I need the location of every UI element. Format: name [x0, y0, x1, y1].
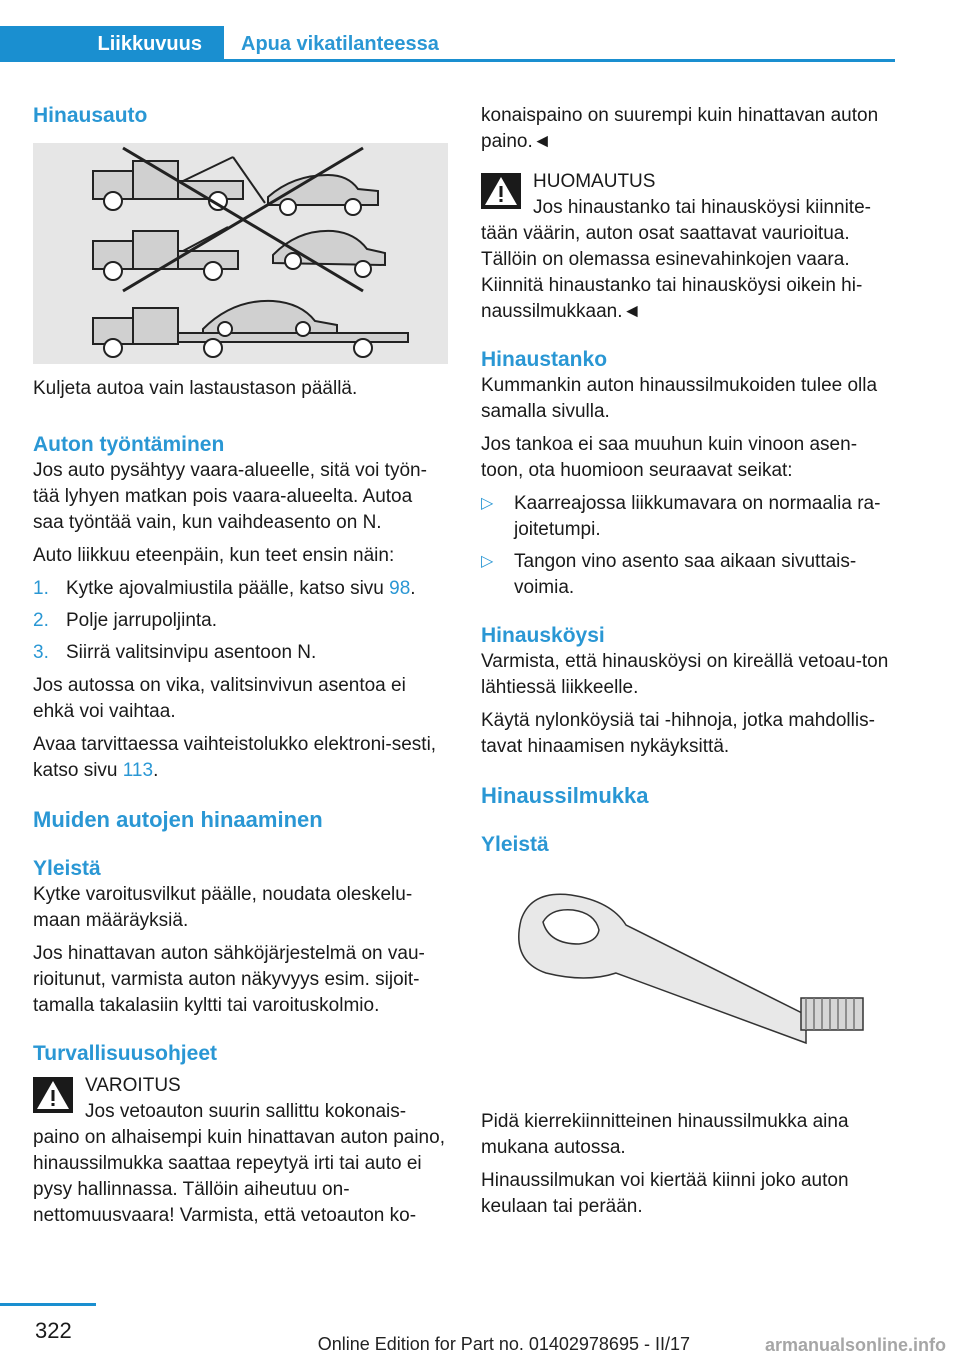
warning-title: VAROITUS [85, 1075, 181, 1096]
list-item [33, 608, 448, 634]
bullet-triangle-icon: ▷ [481, 495, 494, 512]
tow-truck-illustration [33, 143, 448, 364]
general-paragraph-2: Jos hinattavan auton sähköjärjestelmä on vau-rioitunut, varmista auton näkyvyys esim. sijoit-tamalla takalasiin kyltti tai varoituskolmio. [33, 943, 425, 1016]
step-text: Siirrä valitsinvipu asentoon N. [66, 642, 317, 663]
list-item [33, 640, 448, 666]
warning-text-first: Jos vetoauton suurin sallittu kokonais- [85, 1101, 407, 1122]
warning-triangle-icon [481, 173, 521, 209]
figure-caption: Kuljeta autoa vain lastaustason päällä. [33, 378, 358, 399]
step-number: 2. [33, 610, 49, 631]
step-number: 1. [33, 578, 49, 599]
notice-text: tään väärin, auton osat saattavat vaurioitua. Tällöin on olemassa esinevahinkojen vaara. Kiinnitä hinaustanko tai hinausköysi oikein hi-naussilmukkaan.◄ [481, 223, 863, 322]
watermark: armanualsonline.info [764, 1335, 946, 1355]
bullet-triangle-icon: ▷ [481, 553, 494, 570]
tow-bar-paragraph-1: Kummankin auton hinaussilmukoiden tulee olla samalla sivulla. [481, 375, 878, 422]
section-heading-pushing: Auton työntäminen [33, 433, 225, 456]
warning-block [33, 1073, 448, 1125]
tow-rope-paragraph-2: Käytä nylonköysiä tai -hihnoja, jotka mahdollis-tavat hinaamisen nykäyksittä. [481, 710, 875, 757]
tow-rope-paragraph-1: Varmista, että hinausköysi on kireällä vetoau-ton lähtiessä liikkeelle. [481, 651, 889, 698]
pushing-paragraph-4 [33, 732, 448, 784]
notice-block [481, 169, 897, 221]
page-link-113[interactable]: 113 [122, 760, 154, 781]
section-heading-general: Yleistä [33, 857, 101, 880]
warning-triangle-icon [33, 1077, 73, 1113]
tow-truck-drawing [33, 143, 448, 364]
pushing-paragraph-2: Auto liikkuu eteenpäin, kun teet ensin näin: [33, 545, 395, 566]
tab-apua-vikatilanteessa[interactable] [224, 26, 439, 62]
section-heading-hinausauto: Hinausauto [33, 104, 148, 127]
tab-label: Liikkuvuus [97, 32, 202, 55]
bullet-text: Tangon vino asento saa aikaan sivuttais-voimia. [514, 551, 857, 598]
tow-bar-bullets [481, 491, 897, 601]
paragraph-text-end: . [153, 760, 159, 781]
tab-liikkuvuus[interactable] [0, 26, 224, 62]
header-rule [224, 59, 895, 62]
section-heading-tow-bar: Hinaustanko [481, 348, 608, 371]
step-number: 3. [33, 642, 49, 663]
section-heading-towing: Muiden autojen hinaaminen [33, 807, 323, 832]
page-link-98[interactable]: 98 [389, 578, 411, 599]
bullet-text: Kaarreajossa liikkumavara on normaalia ra-joitetumpi. [514, 493, 881, 540]
towing-eye-paragraph-1: Pidä kierrekiinnitteinen hinaussilmukka aina mukana autossa. [481, 1111, 849, 1158]
left-column [33, 103, 448, 1236]
edition-label: Online Edition for Part no. 01402978695 - II/17 [317, 1334, 690, 1354]
list-item [33, 576, 448, 602]
towing-eye-drawing [481, 880, 897, 1095]
pushing-paragraph-1: Jos auto pysähtyy vaara-alueelle, sitä voi työn-tää lyhyen matkan pois vaara-alueelta. Autoa saa työntää vain, kun vaihdeasento on N. [33, 460, 427, 533]
section-heading-safety: Turvallisuusohjeet [33, 1042, 217, 1065]
pushing-steps [33, 576, 448, 666]
step-text: Kytke ajovalmiustila päälle, katso sivu [66, 578, 390, 599]
header-tabbar [0, 0, 895, 62]
towing-eye-paragraph-2: Hinaussilmukan voi kiertää kiinni joko auton keulaan tai perään. [481, 1170, 849, 1217]
paragraph-text: Avaa tarvittaessa vaihteistolukko elektroni-sesti, katso sivu [33, 734, 437, 781]
notice-text-first: Jos hinaustanko tai hinausköysi kiinnite- [533, 197, 871, 218]
tow-bar-paragraph-2: Jos tankoa ei saa muuhun kuin vinoon asen-toon, ota huomioon seuraavat seikat: [481, 434, 858, 481]
section-heading-eye-general: Yleistä [481, 833, 549, 856]
general-paragraph-1: Kytke varoitusvilkut päälle, noudata oleskelu-maan määräyksiä. [33, 884, 413, 931]
page-number: 322 [35, 1318, 72, 1343]
pushing-paragraph-3: Jos autossa on vika, valitsinvivun asentoa ei ehkä voi vaihtaa. [33, 675, 406, 722]
warning-text: paino on alhaisempi kuin hinattavan auton paino, hinaussilmukka saattaa repeytyä irti tai auto ei pysy hallinnassa. Tällöin aiheutuu on-nettomuusvaara! Varmista, että vetoauton ko- [33, 1127, 445, 1226]
section-heading-towing-eye: Hinaussilmukka [481, 783, 649, 808]
towing-eye-illustration [481, 880, 897, 1095]
tab-label: Apua vikatilanteessa [241, 32, 439, 55]
notice-title: HUOMAUTUS [533, 171, 656, 192]
warning-continuation: konaispaino on suurempi kuin hinattavan auton paino.◄ [481, 105, 879, 152]
list-item [481, 491, 897, 543]
step-text-end: . [410, 578, 416, 599]
right-column [481, 103, 897, 1227]
list-item [481, 549, 897, 601]
footer-rule [0, 1303, 96, 1306]
step-text: Polje jarrupoljinta. [66, 610, 218, 631]
section-heading-tow-rope: Hinausköysi [481, 624, 605, 647]
